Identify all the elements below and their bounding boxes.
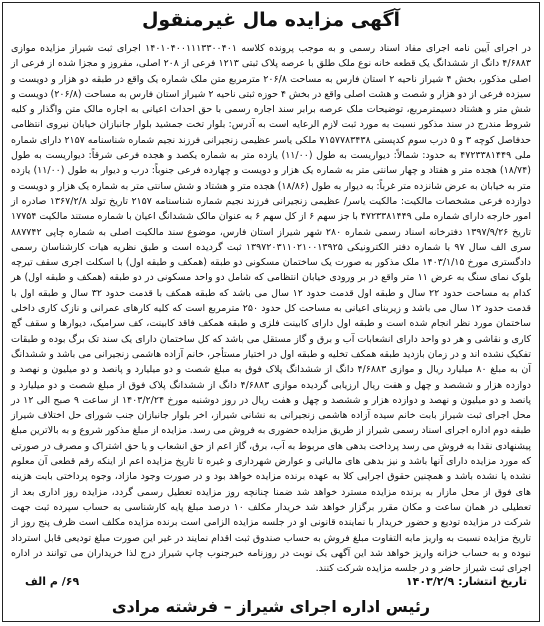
notice-sheet <box>2 2 540 622</box>
notice-title: آگهی مزایده مال غیرمنقول <box>141 9 401 31</box>
publish-date: تاریخ انتشار: ۱۴۰۳/۲/۹ <box>405 575 527 588</box>
notice-body: در اجرای آیین نامه اجرای مفاد اسناد رسمی و به موجب پرونده کلاسه ۱۴۰۱۰۴۰۰۱۱۱۳۳۰۰۴۰۱ اجرای ثبت شیراز مزایده موازی ۴/۶۸۸۳ دانگ از ششدانگ یک قطعه خانه نوع ملک طلق با عرصه پلاک ثبتی ۱۲۱۳ فرعی از ۲۰۸ اصلی، مفروز و مجزا شده از فرعی از اصلی مذکور، بخش ۴ شیراز ناحیه ۲ استان فارس به مساحت ۲۰۶/۸ مترمربع متن ملک شماره یک واقع در طبقه دو هزار و دویست و سیزده فرعی از دو هزار و شصت و هشت اصلی واقع در بخش ۴ حوزه ثبتی ناحیه ۲ شیراز استان فارس به مساحت (۲۰۶/۸) دویست و شش متر و هشتاد دسیمترمربع، توضیحات ملک عرصه برابر سند اجاره رسمی با حق احداث اعیانی به اجاره مالک متن واگذار و کلیه شروط مندرج در سند مذکور نسبت به مورد ثبت لازم الرعایه است به آدرس: بلوار تخت جمشید بلوار جانبازان خیابان نیروی انتظامی حدفاصل کوچه ۳ و ۵ درب سوم کدپستی ۷۱۵۷۷۸۳۴۳۸ ملکی یاسر عظیمی زنجیرانی فرزند نجیم شماره شناسنامه ۲۱۵۷ دارای شماره ملی ۴۷۲۳۳۸۱۴۴۹ به حدود: شمالاً: دیواریست به طول (۱۱/۰۰) یازده متر به شماره یکصد و هجده فرعی شرقاً: دیواریست به طول (۱۸/۷۴) هجده متر و هفتاد و چهار سانتی متر به شماره یک هزار و دویست و چهارده فرعی جنوباً: درب و دیوار به طول (۱۱/۰۰) یازده متر به خیابان به عرض شانزده متر غرباً: به دیوار به طول (۱۸/۸۶) هجده متر و هشتاد و شش سانتی متر به شماره یک هزار و دویست و دوازده فرعی مشخصات مالکیت: مالکیت یاسر/ عظیمی زنجیرانی فرزند نجیم شماره شناسنامه ۲۱۵۷ تاریخ تولد ۱۳۶۷/۲/۸ صادره از امور خارجه دارای شماره ملی ۴۷۲۳۳۸۱۴۴۹ با جز سهم ۶ از کل سهم ۶ به عنوان مالک ششدانگ اعیان با شماره مستند مالکیت ۱۷۷۵۴ تاریخ ۱۳۹۷/۹/۲۶ دفترخانه اسناد رسمی شماره ۲۸۰ شهر شیراز استان فارس، موضوع سند مالکیت اصلی به شماره چاپی ۸۸۷۷۴۲ سری الف سال ۹۷ با شماره دفتر الکترونیکی ۱۳۹۷۲۰۳۱۱۰۲۱۰۰۱۳۹۲۵ ثبت گردیده است و طبق نظریه هیات کارشناسان رسمی دادگستری مورخ ۱۴۰۳/۱/۱۵ ملک مذکور به صورت یک ساختمان مسکونی دو طبقه (همکف و طبقه اول) با اسکلت اجری سقف تیرچه بلوک نمای سنگ به عرض ۱۱ متر واقع در بر ورودی خیابان انتظامی که شامل دو واحد مسکونی در دو طبقه (همکف و طبقه اول) هر کدام به مساحت حدود ۲۲ سال و طبقه اول قدمت حدود ۱۲ سال می باشد که طبقه همکف با قدمت حدود ۳۲ سال و طبقه اول با قدمت حدود ۱۲ سال می باشد و زیربنای اعیانی به مساحت کل حدود ۲۵۰ مترمربع است که کلیه کارهای عمرانی و نازک کاری داخلی ساختمان مورد نظر انجام شده است و طبقه اول دارای کابینت فلزی و طبقه همکف فاقد کابینت، کف سرامیک، دیوارها و سقف گچ کاری و نقاشی و هر دو واحد دارای انشعابات آب و برق و گاز مستقل می باشد که کل ساختمان دارای یک سند تک برگ بوده و طبقات تفکیک نشده اند و در زمان بازدید طبقه همکف تخلیه و طبقه اول در اختیار مستأجر، خانم آزاده هاشمی زنجیرانی می باشد و ششدانگ آن به مبلغ ۸۰ میلیارد ریال و موازی ۴/۶۸۸۳ دانگ از ششدانگ پلاک فوق به مبلغ شصت و دو میلیارد و پانصد و دو میلیون و نهصد و دوازده هزار و ششصد و چهل و هفت ریال ارزیابی گردیده موازی ۴/۶۸۸۳ دانگ از ششدانگ پلاک فوق از مبلغ شصت و دو میلیارد و پانصد و دو میلیون و نهصد و دوازده هزار و ششصد و چهل و هفت ریال در روز دوشنبه مورخ ۱۴۰۳/۲/۲۴ از ساعت ۹ صبح الی ۱۲ در محل اجرای ثبت شیراز بابت خانم سیده آزاده هاشمی زنجیرانی به نشانی شیراز، اخر بلوار جانبازان جنب شورای حل اختلاف شیراز طبقه دوم اداره اجرای اسناد رسمی شیراز از طریق مزایده حضوری به فروش می رسد. مزایده از مبلغ مذکور شروع و به بالاترین مبلغ پیشنهادی نقدا به فروش می رسد پرداخت بدهی های مربوط به آب، برق، گاز اعم از حق انشعاب و یا حق اشتراک و مصرف در صورتی که مورد مزایده دارای آنها باشد و نیز بدهی های مالیاتی و عوارض شهرداری و غیره تا تاریخ مزایده اعم از اینکه رقم قطعی آن معلوم نشده یا نشده باشد و همچنین حقوق اجرایی کلا به عهده برنده مزایده خواهد بود و در صورت وجود مازاد، وجوه پرداختی بابت هزینه های فوق از محل مازار به برنده مزایده مسترد خواهد شد ضمنا چنانچه روز مزایده تعطیل رسمی گردد، مزایده روز اداری بعد از تعطیلی در همان ساعت و مکان مقرر برگزار خواهد شد خریدار مکلف ۱۰ درصد مبلغ پایه کارشناسی به حساب سپرده ثبت جهت شرکت در مزایده تودیع و حضور خریدار با نماینده قانونی او در جلسه مزایده الزامی است برنده مزایده مکلف است ظرف پنج روز از تاریخ مزایده نسبت به واریز مابه التفاوت مبلغ فروش به حساب صندوق ثبت اقدام نمایند در غیر این صورت مبلغ تودیعی قابل استرداد نبوده و به حساب خزانه واریز خواهد شد این آگهی یک نوبت در روزنامه خبرجنوب چاپ شیراز درج لذا خریداران می توانند در اداره اجرای ثبت شیراز حاضر و در جلسه مزایده شرکت کنند. <box>11 43 532 575</box>
signature-line: رئیس اداره اجرای شیراز – فرشته مرادی <box>111 597 431 616</box>
reference-code: ۶۹/ م الف <box>25 575 80 588</box>
